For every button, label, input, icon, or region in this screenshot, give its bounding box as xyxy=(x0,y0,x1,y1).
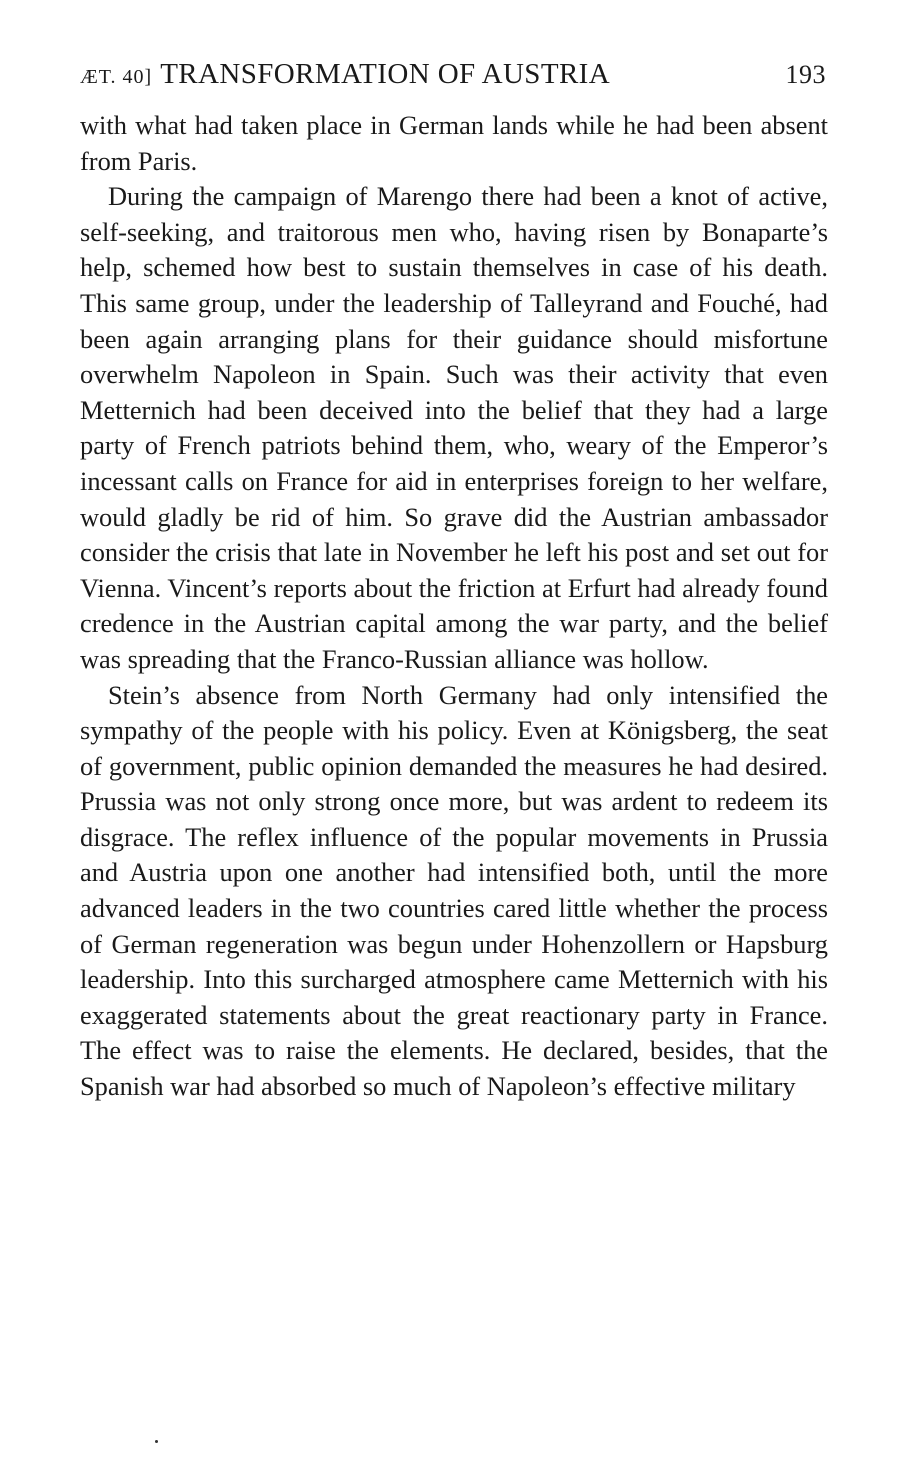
scan-speck xyxy=(155,1440,158,1443)
paragraph-marengo: During the campaign of Marengo there had been a knot of active, self-seeking, and traitorous men who, having risen by Bonaparte’s help, schemed how best to sustain themselves in case of his death. This same group, under the leadership of Talleyrand and Fouché, had been again arranging plans for their guidance should misfortune overwhelm Napoleon in Spain. Such was their activity that even Metternich had been deceived into the belief that they had a large party of French patriots behind them, who, weary of the Emperor’s incessant calls on France for aid in enterprises foreign to her welfare, would gladly be rid of him. So grave did the Austrian ambassador consider the crisis that late in November he left his post and set out for Vienna. Vincent’s reports about the friction at Erfurt had already found credence in the Austrian capital among the war party, and the belief was spreading that the Franco-Russian alliance was hollow. xyxy=(80,181,828,674)
book-page xyxy=(80,58,828,1105)
page-number: 193 xyxy=(785,60,826,89)
paragraph-stein: Stein’s absence from North Germany had only intensified the sympathy of the people with his policy. Even at Königsberg, the seat of government, public opinion demanded the measures he had desired. Prussia was not only strong once more, but was ardent to redeem its disgrace. The reflex influence of the popular movements in Prussia and Austria upon one another had intensified both, until the more advanced leaders in the two countries cared little whether the process of German regeneration was begun under Hohenzollern or Hapsburg leadership. Into this surcharged atmosphere came Metternich with his exaggerated statements about the great reactionary party in France. The effect was to raise the elements. He declared, besides, that the Spanish war had absorbed so much of Napoleon’s effective military xyxy=(80,679,828,1102)
header-title: TRANSFORMATION OF AUSTRIA xyxy=(160,58,611,90)
running-header xyxy=(80,58,828,98)
paragraph-continuation: with what had taken place in German lands while he had been absent from Paris. xyxy=(80,110,828,176)
header-left xyxy=(80,58,610,91)
header-age: ÆT. 40] xyxy=(80,66,153,88)
